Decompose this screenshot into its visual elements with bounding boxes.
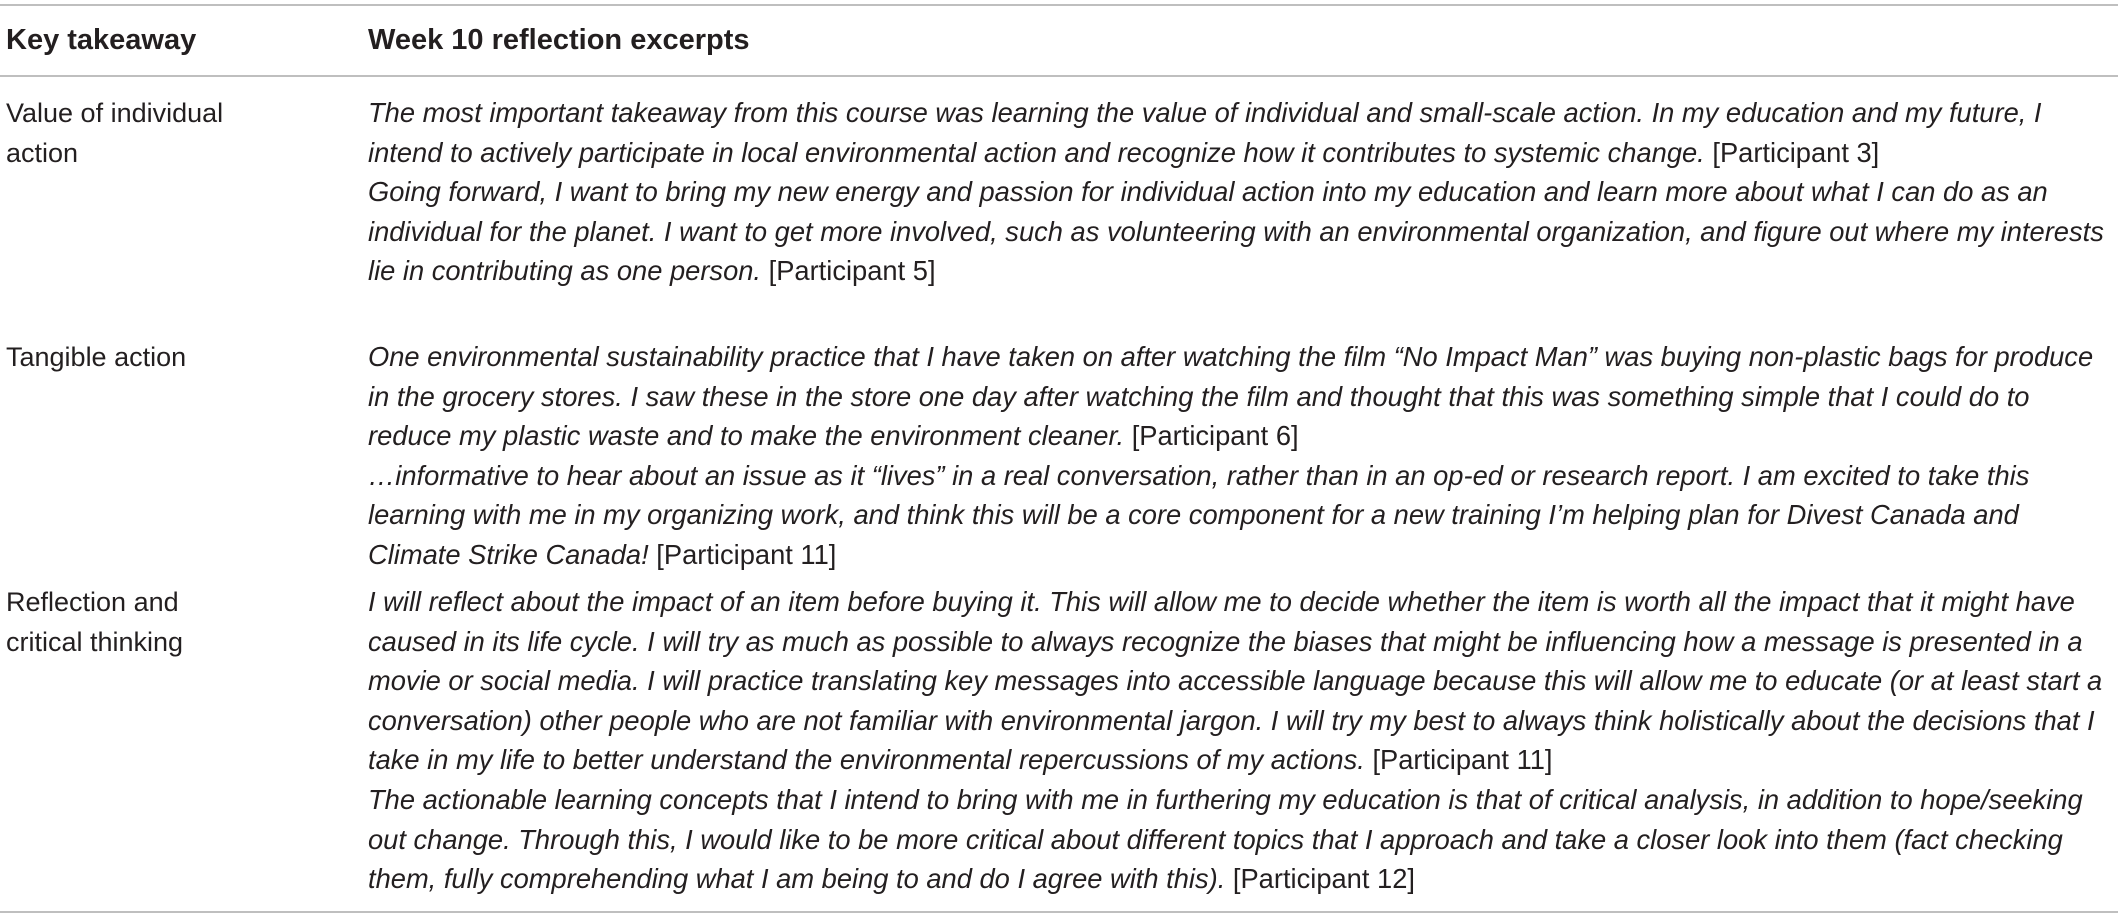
excerpt-quote: I will reflect about the impact of an item before buying it. This will allow me to decide whether the item is worth all the impact that it might have caused in its life cycle. I will try as much as possible to always recognize the biases that might be influencing how a message is presented in a movie or social media. I will practice translating key messages into accessible language because this will allow me to educate (or at least start a conversation) other people who are not familiar with environmental jargon. I will try my best to always think holistically about the decisions that I take in my life to better understand the environmental repercussions of my actions. [368, 586, 2103, 776]
excerpt [368, 337, 2118, 456]
excerpt-quote: The most important takeaway from this course was learning the value of individual and small-scale action. In my education and my future, I intend to actively participate in local environmental action and recognize how it contributes to systemic change. [368, 97, 2042, 168]
participant-label: [Participant 12] [1232, 863, 1415, 895]
row-2-key: Tangible action [6, 342, 187, 372]
header-divider-rule [0, 75, 2118, 77]
row-1-key: Value of individual action [6, 98, 224, 168]
participant-label: [Participant 3] [1712, 136, 1880, 168]
participant-label: [Participant 11] [656, 538, 837, 570]
excerpt-quote: The actionable learning concepts that I intend to bring with me in furthering my education is that of critical analysis, in addition to hope/seeking out change. Through this, I would like to be more critical about different topics that I approach and take a closer look into them (fact checking them, fully comprehending what I am being to and do I agree with this). [368, 783, 2083, 895]
header-reflection-excerpts: Week 10 reflection excerpts [368, 24, 750, 56]
excerpt [368, 172, 2118, 291]
participant-label: [Participant 11] [1372, 744, 1553, 776]
row-1-excerpts [368, 93, 2118, 291]
excerpt-quote: One environmental sustainability practice that I have taken on after watching the film “No Impact Man” was buying non-plastic bags for produce in the grocery stores. I saw these in the store one day after watching the film and thought that this was something simple that I could do to reduce my plastic waste and to make the environment cleaner. [368, 341, 2094, 452]
participant-label: [Participant 5] [768, 255, 936, 287]
excerpt [368, 780, 2118, 899]
participant-label: [Participant 6] [1131, 420, 1299, 452]
excerpt [368, 93, 2118, 172]
row-2-excerpts [368, 337, 2118, 575]
table-bottom-rule [0, 911, 2118, 913]
row-3-excerpts [368, 582, 2118, 899]
header-key-takeaway: Key takeaway [6, 24, 197, 56]
excerpt [368, 582, 2118, 780]
excerpt [368, 456, 2118, 575]
excerpt-quote: Going forward, I want to bring my new energy and passion for individual action into my education and learn more about what I can do as an individual for the planet. I want to get more involved, such as volunteering with an environmental organization, and figure out where my interests lie in contributing as one person. [368, 176, 2104, 287]
excerpt-quote: …informative to hear about an issue as it “lives” in a real conversation, rather than in an op-ed or research report. I am excited to take this learning with me in my organizing work, and think this will be a core component for a new training I’m helping plan for Divest Canada and Climate Strike Canada! [368, 459, 2030, 570]
table-top-rule [0, 4, 2118, 6]
row-3-key: Reflection and critical thinking [6, 587, 184, 657]
